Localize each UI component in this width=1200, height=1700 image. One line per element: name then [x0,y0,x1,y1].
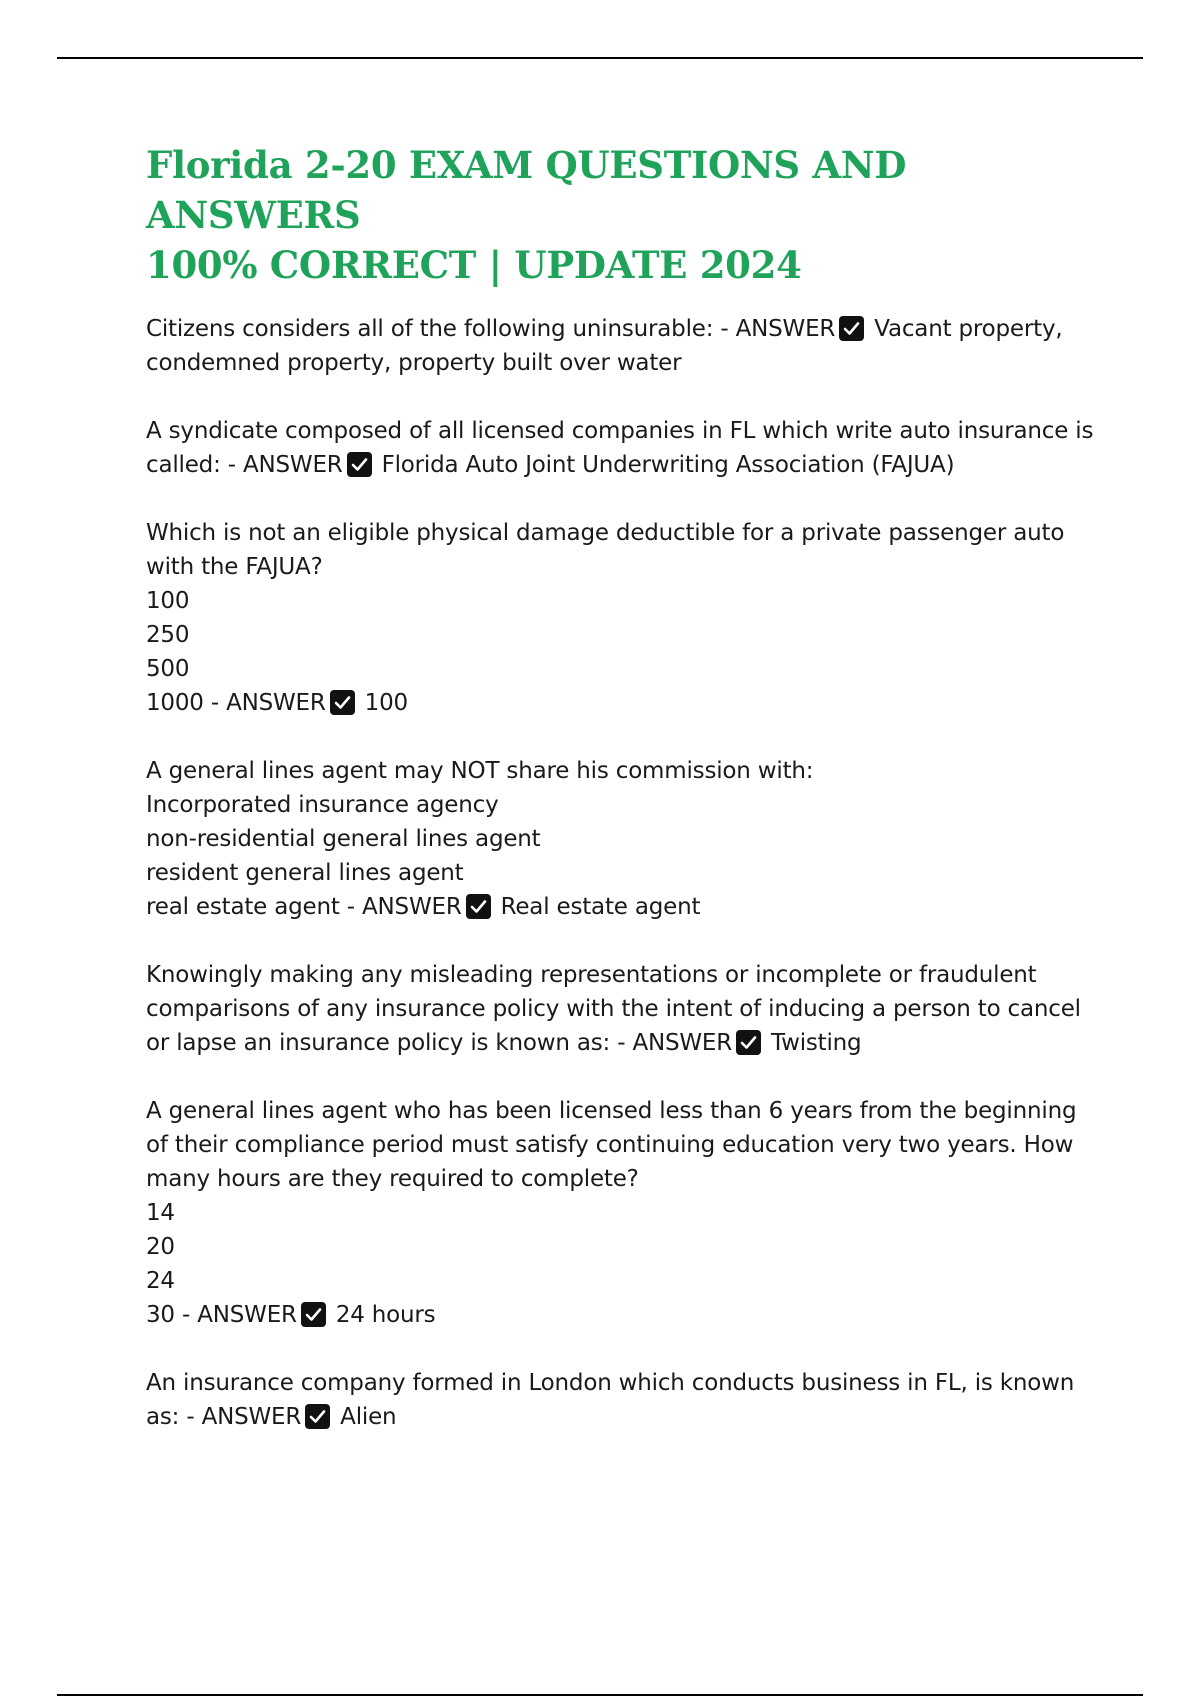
qa-item [146,414,1096,482]
question-text: Which is not an eligible physical damage deductible for a private passenger auto with the FAJUA? [146,520,1065,580]
question-option: non-residential general lines agent [146,826,541,852]
answer-marker: - ANSWER [186,1404,302,1430]
document-title [146,140,1096,290]
title-line-2: 100% CORRECT | UPDATE 2024 [146,243,802,287]
answer-text: Vacant property, condemned property, property built over water [146,316,1063,376]
answer-text: Florida Auto Joint Underwriting Association (FAJUA) [381,452,955,478]
question-option: 1000 [146,690,204,716]
question-option: 20 [146,1234,175,1260]
question-text: A syndicate composed of all licensed companies in FL which write auto insurance is called: [146,418,1094,478]
answer-marker: - ANSWER [210,690,326,716]
question-option: 30 [146,1302,175,1328]
header-rule [57,57,1143,59]
document-page [146,140,1096,1468]
qa-list [146,312,1096,1434]
checkbox-checked-icon [301,1302,326,1327]
question-text: Citizens considers all of the following uninsurable: [146,316,714,342]
footer-rule [57,1694,1143,1696]
answer-marker: - ANSWER [346,894,462,920]
question-text: Knowingly making any misleading representations or incomplete or fraudulent comparisons of any insurance policy with the intent of inducing a person to cancel or lapse an insurance policy is known as: [146,962,1081,1056]
qa-item [146,1094,1096,1332]
title-line-1: Florida 2-20 EXAM QUESTIONS AND ANSWERS [146,143,907,237]
checkbox-checked-icon [736,1030,761,1055]
question-text: A general lines agent who has been licensed less than 6 years from the beginning of their compliance period must satisfy continuing education very two years. How many hours are they required to complete? [146,1098,1077,1192]
answer-marker: - ANSWER [617,1030,733,1056]
question-option: Incorporated insurance agency [146,792,499,818]
answer-text: 24 hours [335,1302,436,1328]
question-text: An insurance company formed in London which conducts business in FL, is known as: [146,1370,1075,1430]
question-text: A general lines agent may NOT share his commission with: [146,758,814,784]
question-option: 14 [146,1200,175,1226]
qa-item [146,312,1096,380]
question-option: 250 [146,622,190,648]
answer-marker: - ANSWER [720,316,836,342]
qa-item [146,1366,1096,1434]
question-option: resident general lines agent [146,860,464,886]
checkbox-checked-icon [839,316,864,341]
answer-text: Real estate agent [500,894,701,920]
answer-marker: - ANSWER [182,1302,297,1328]
qa-item [146,516,1096,720]
checkbox-checked-icon [466,894,491,919]
answer-text: Twisting [771,1030,862,1056]
question-option: 24 [146,1268,175,1294]
question-option: real estate agent [146,894,340,920]
checkbox-checked-icon [305,1404,330,1429]
question-option: 100 [146,588,190,614]
answer-marker: - ANSWER [227,452,343,478]
answer-text: 100 [364,690,408,716]
qa-item [146,958,1096,1060]
answer-text: Alien [340,1404,397,1430]
question-option: 500 [146,656,190,682]
checkbox-checked-icon [330,690,355,715]
qa-item [146,754,1096,924]
checkbox-checked-icon [347,452,372,477]
